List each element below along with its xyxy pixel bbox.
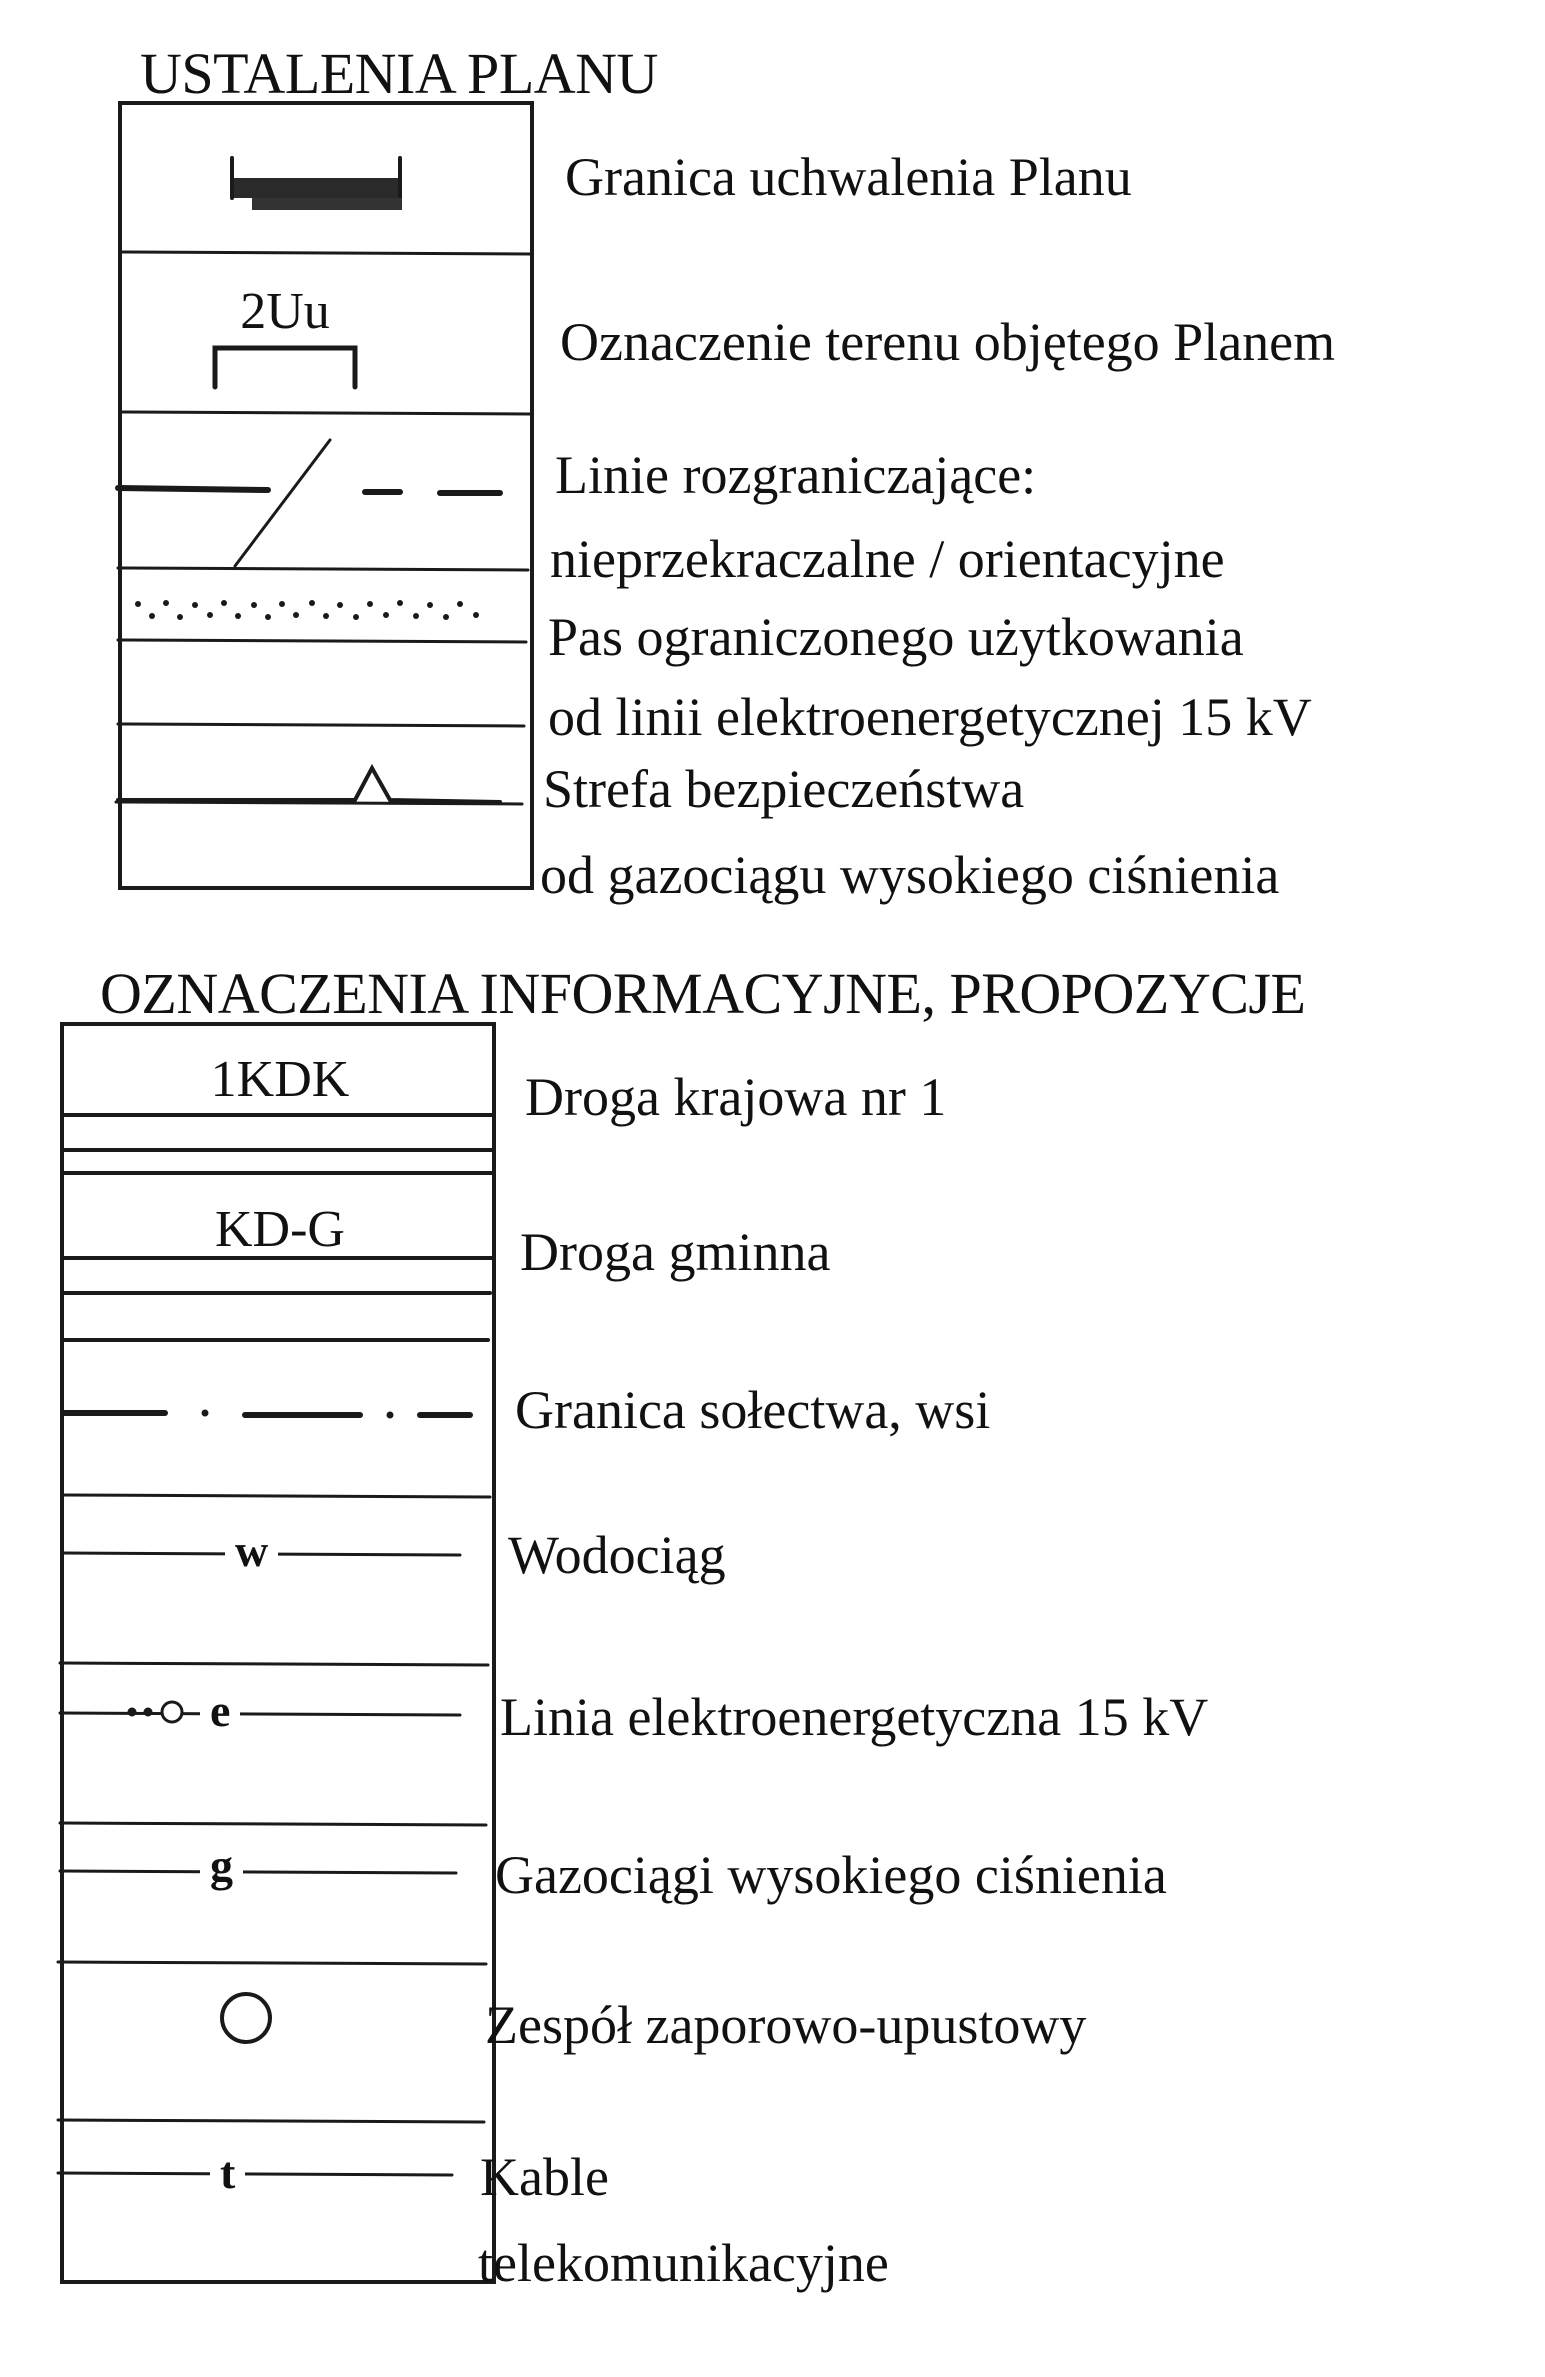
legend-label: Kable <box>480 2147 609 2207</box>
legend-label: Granica sołectwa, wsi <box>515 1380 991 1440</box>
area-code-label: 2Uu <box>240 283 330 340</box>
power-line-icon <box>60 1702 460 1722</box>
section1-divider <box>118 724 524 726</box>
dash-dot-line-icon <box>64 1410 470 1418</box>
section2-divider <box>62 1495 490 1497</box>
legend-label: Wodociąg <box>508 1525 726 1585</box>
legend-label: Droga gminna <box>520 1222 831 1282</box>
legend-label: Gazociągi wysokiego ciśnienia <box>495 1845 1167 1905</box>
line-letter: w <box>225 1528 278 1574</box>
road-1kdk-icon <box>64 1115 492 1173</box>
section2-title: OZNACZENIA INFORMACYJNE, PROPOZYCJE <box>100 961 1306 1026</box>
section2-divider <box>58 1962 486 1964</box>
road-kdg-icon <box>62 1258 492 1340</box>
section2-divider <box>60 1663 488 1665</box>
section1-title: USTALENIA PLANU <box>140 41 658 106</box>
legend-label: Droga krajowa nr 1 <box>525 1067 947 1127</box>
line-letter: t <box>210 2150 245 2196</box>
legend-label: Linie rozgraniczające: <box>555 445 1037 505</box>
section2-divider <box>58 2120 484 2122</box>
dividing-lines-icon <box>118 440 500 566</box>
section1-divider <box>120 412 530 414</box>
legend-label: nieprzekraczalne / orientacyjne <box>550 529 1225 589</box>
line-letter: e <box>200 1688 240 1734</box>
peak-line-icon <box>118 768 500 802</box>
legend-label: Strefa bezpieczeństwa <box>543 759 1025 819</box>
telecom-line-icon <box>58 2173 452 2175</box>
road-code-label: 1KDK <box>210 1051 350 1108</box>
section1-divider <box>118 568 528 570</box>
legend-label: Oznaczenie terenu objętego Planem <box>560 312 1336 372</box>
legend-label: Linia elektroenergetyczna 15 kV <box>500 1687 1209 1747</box>
section1-divider <box>120 252 532 254</box>
dotted-strip-icon <box>135 600 479 620</box>
legend-label: Pas ograniczonego użytkowania <box>548 607 1244 667</box>
road-code-label: KD-G <box>215 1201 345 1258</box>
section1-divider <box>118 640 526 642</box>
area-marker-icon <box>215 348 355 387</box>
legend-label: Zespół zaporowo-upustowy <box>485 1995 1087 2055</box>
legend-label: Granica uchwalenia Planu <box>565 147 1132 207</box>
circle-icon <box>222 1994 270 2042</box>
legend-label: od linii elektroenergetycznej 15 kV <box>548 687 1312 747</box>
section2-divider <box>60 1823 486 1825</box>
legend-label: od gazociągu wysokiego ciśnienia <box>540 845 1280 905</box>
line-letter: g <box>200 1843 243 1889</box>
gas-line-icon <box>60 1871 456 1873</box>
legend-label: telekomunikacyjne <box>478 2233 889 2293</box>
boundary-bar-icon <box>232 158 402 210</box>
